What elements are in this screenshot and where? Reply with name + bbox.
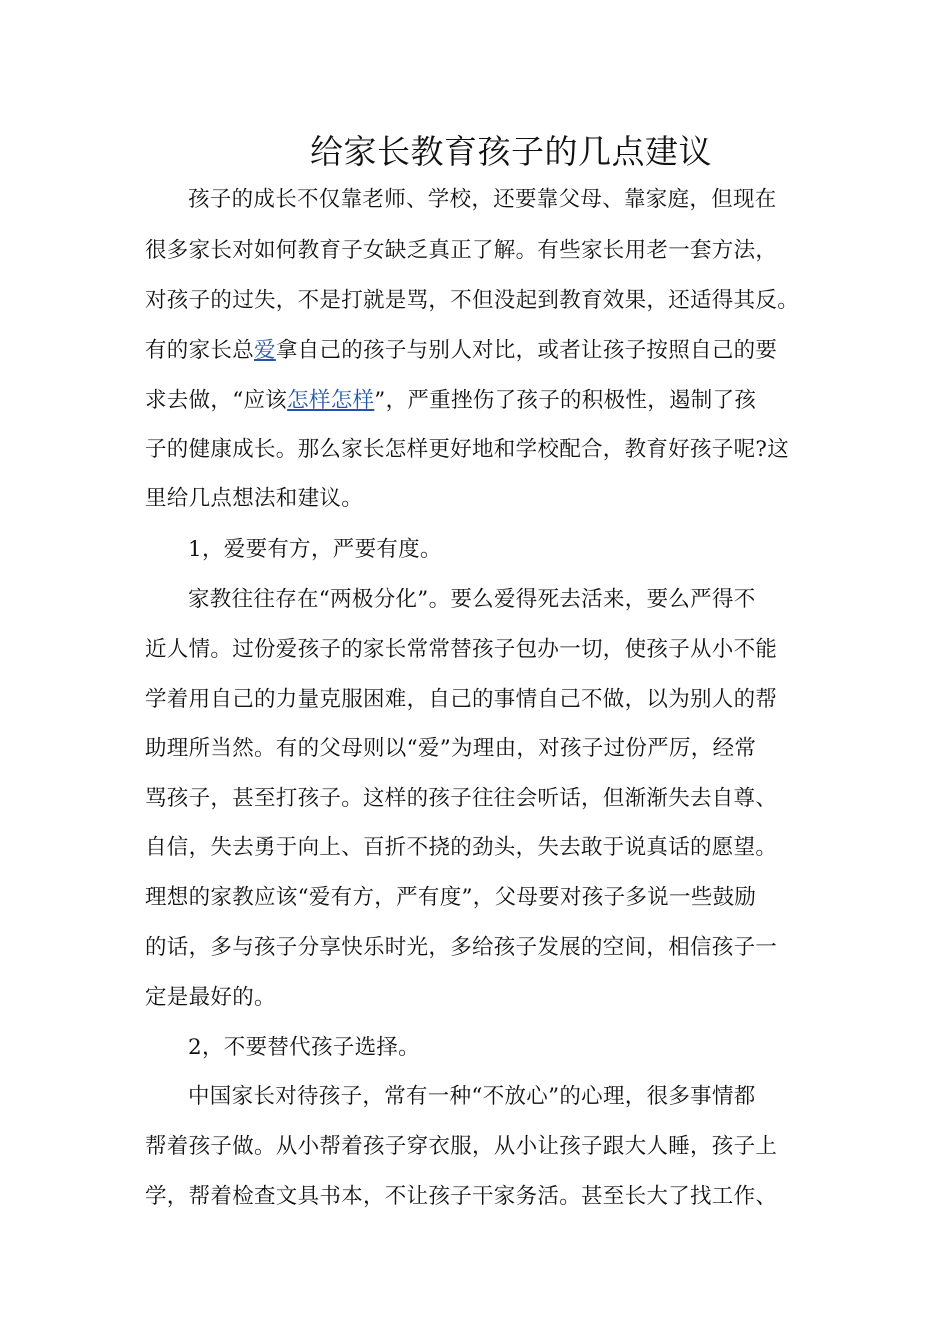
text-segment: ”，严重挫伤了孩子的积极性，遏制了孩 [374,388,757,413]
paragraph-line: 对孩子的过失，不是打就是骂，不但没起到教育效果，还适得其反。 [145,288,800,313]
paragraph-line: 里给几点想法和建议。 [145,486,364,511]
paragraph-line [145,336,777,366]
paragraph-line: 很多家长对如何教育子女缺乏真正了解。有些家长用老一套方法， [145,238,778,263]
section-heading: 2，不要替代孩子选择。 [188,1035,420,1060]
paragraph-line: 帮着孩子做。从小帮着孩子穿衣服，从小让孩子跟大人睡，孩子上 [145,1134,778,1159]
paragraph-line: 的话，多与孩子分享快乐时光，多给孩子发展的空间，相信孩子一 [145,935,778,960]
text-segment: 拿自己的孩子与别人对比，或者让孩子按照自己的要 [275,338,778,363]
paragraph-line: 孩子的成长不仅靠老师、学校，还要靠父母、靠家庭，但现在 [188,187,777,212]
paragraph-line: 中国家长对待孩子，常有一种“不放心”的心理，很多事情都 [188,1084,756,1109]
paragraph-line: 家教往往存在“两极分化”。要么爱得死去活来，要么严得不 [188,587,756,612]
paragraph-line: 助理所当然。有的父母则以“爱”为理由，对孩子过份严厉，经常 [145,736,757,761]
paragraph-line: 理想的家教应该“爱有方，严有度”，父母要对孩子多说一些鼓励 [145,885,757,910]
section-heading: 1，爱要有方，严要有度。 [188,537,442,562]
hyperlink-zenyang[interactable]: 怎样怎样 [287,388,375,413]
text-segment: 有的家长总 [145,338,255,363]
paragraph-line: 定是最好的。 [145,985,276,1010]
paragraph-line: 骂孩子，甚至打孩子。这样的孩子往往会听话，但渐渐失去自尊、 [145,786,778,811]
document-title: 给家长教育孩子的几点建议 [310,132,712,171]
paragraph-line: 学，帮着检查文具书本，不让孩子干家务活。甚至长大了找工作、 [145,1184,778,1209]
paragraph-line: 子的健康成长。那么家长怎样更好地和学校配合，教育好孩子呢?这 [145,437,790,462]
text-segment: 求去做，“应该 [145,388,288,413]
paragraph-line: 自信，失去勇于向上、百折不挠的劲头，失去敢于说真话的愿望。 [145,835,778,860]
hyperlink-ai[interactable]: 爱 [254,338,276,363]
paragraph-line: 学着用自己的力量克服困难，自己的事情自己不做，以为别人的帮 [145,687,778,712]
paragraph-line [145,386,756,416]
paragraph-line: 近人情。过份爱孩子的家长常常替孩子包办一切，使孩子从小不能 [145,637,778,662]
